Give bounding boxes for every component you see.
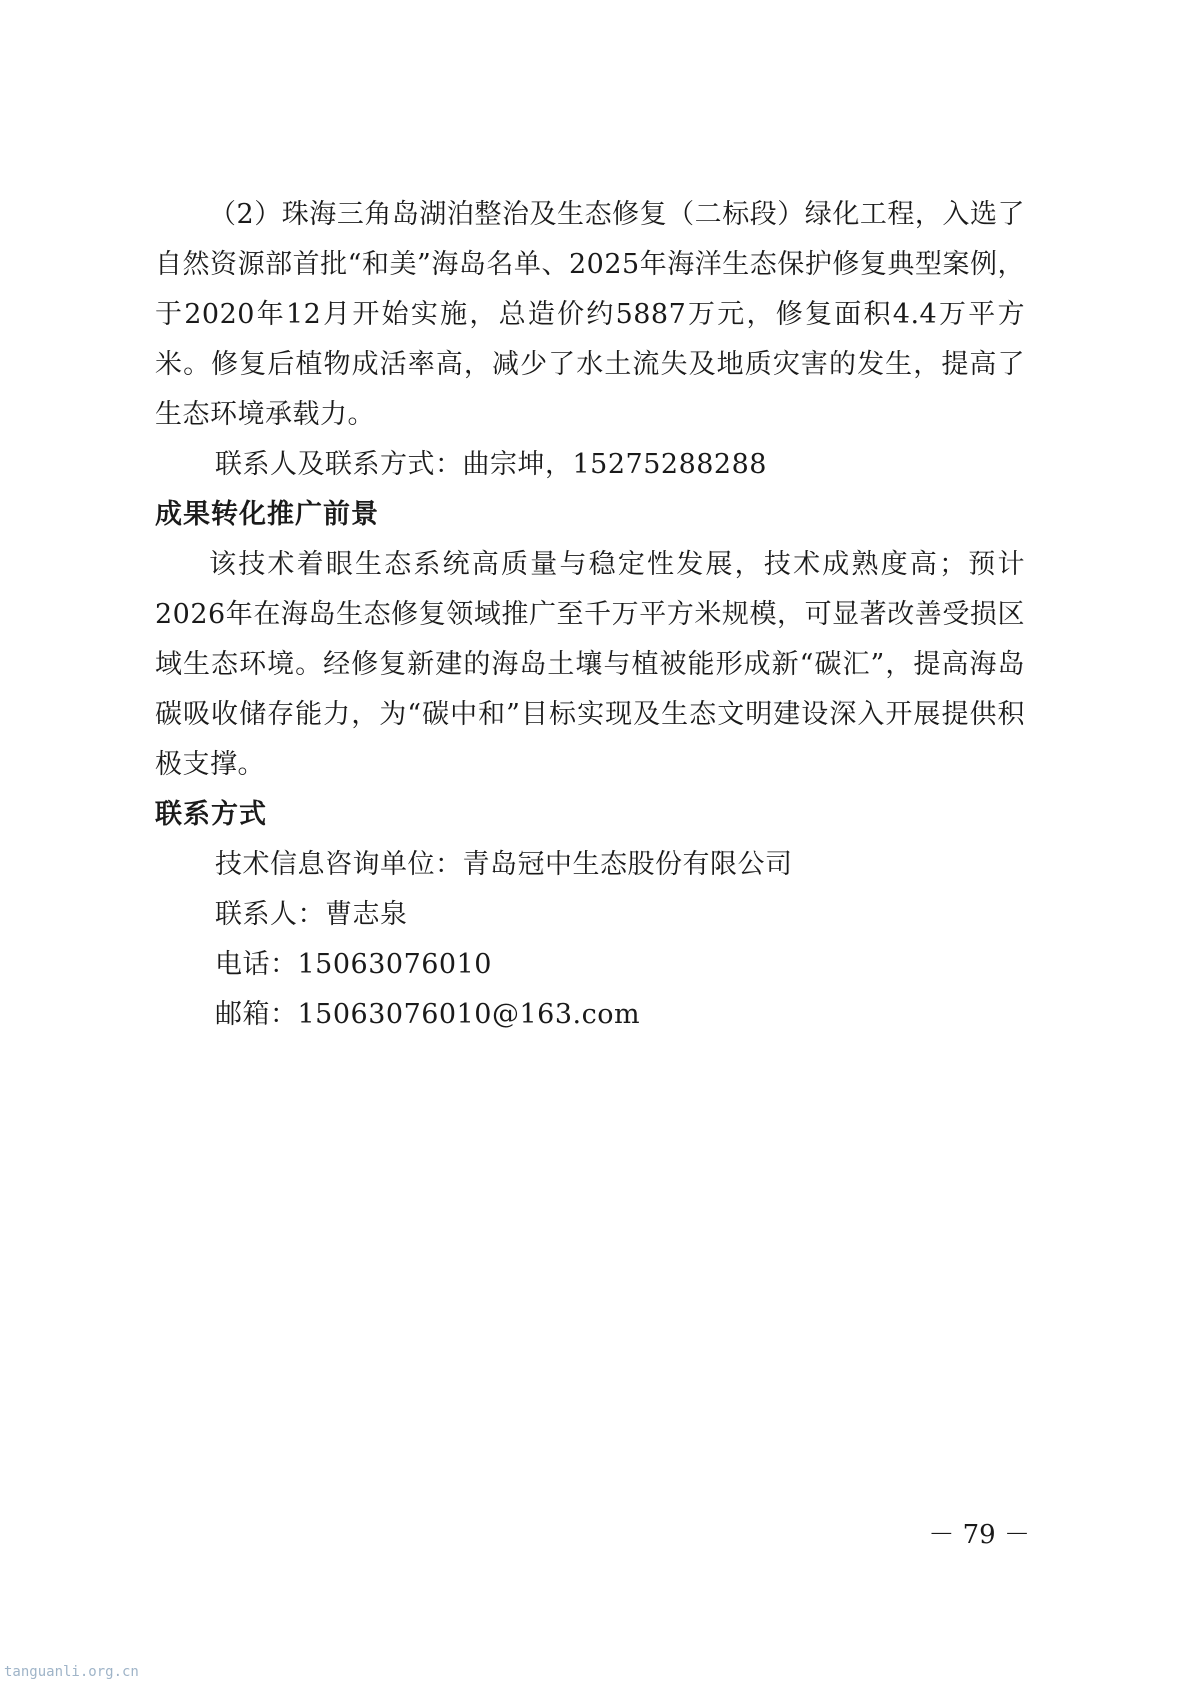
contact-heading: 联系方式 — [155, 799, 267, 830]
prospects-paragraph: 该技术着眼生态系统高质量与稳定性发展，技术成熟度高；预计2026年在海岛生态修复领域推广至千万平方米规模，可显著改善受损区域生态环境。经修复新建的海岛土壤与植被能形成新“碳汇”，提高海岛碳吸收储存能力，为“碳中和”目标实现及生态文明建设深入开展提供积极支撑。 — [155, 549, 1025, 780]
contact-unit: 技术信息咨询单位：青岛冠中生态股份有限公司 — [215, 849, 793, 880]
contact-phone: 电话：15063076010 — [215, 949, 492, 980]
page-content — [155, 190, 1025, 1040]
case-2-contact: 联系人及联系方式：曲宗坤，15275288288 — [215, 449, 767, 480]
contact-person: 联系人：曹志泉 — [215, 899, 408, 930]
prospects-heading: 成果转化推广前景 — [155, 499, 379, 530]
watermark: tanguanli.org.cn — [4, 1664, 139, 1680]
case-2-paragraph: （2）珠海三角岛湖泊整治及生态修复（二标段）绿化工程，入选了自然资源部首批“和美”海岛名单、2025年海洋生态保护修复典型案例，于2020年12月开始实施，总造价约5887万元，修复面积4.4万平方米。修复后植物成活率高，减少了水土流失及地质灾害的发生，提高了生态环境承载力。 — [155, 199, 1025, 430]
contact-email: 邮箱：15063076010@163.com — [215, 999, 641, 1030]
page-number: － 79 － — [928, 1520, 1030, 1550]
